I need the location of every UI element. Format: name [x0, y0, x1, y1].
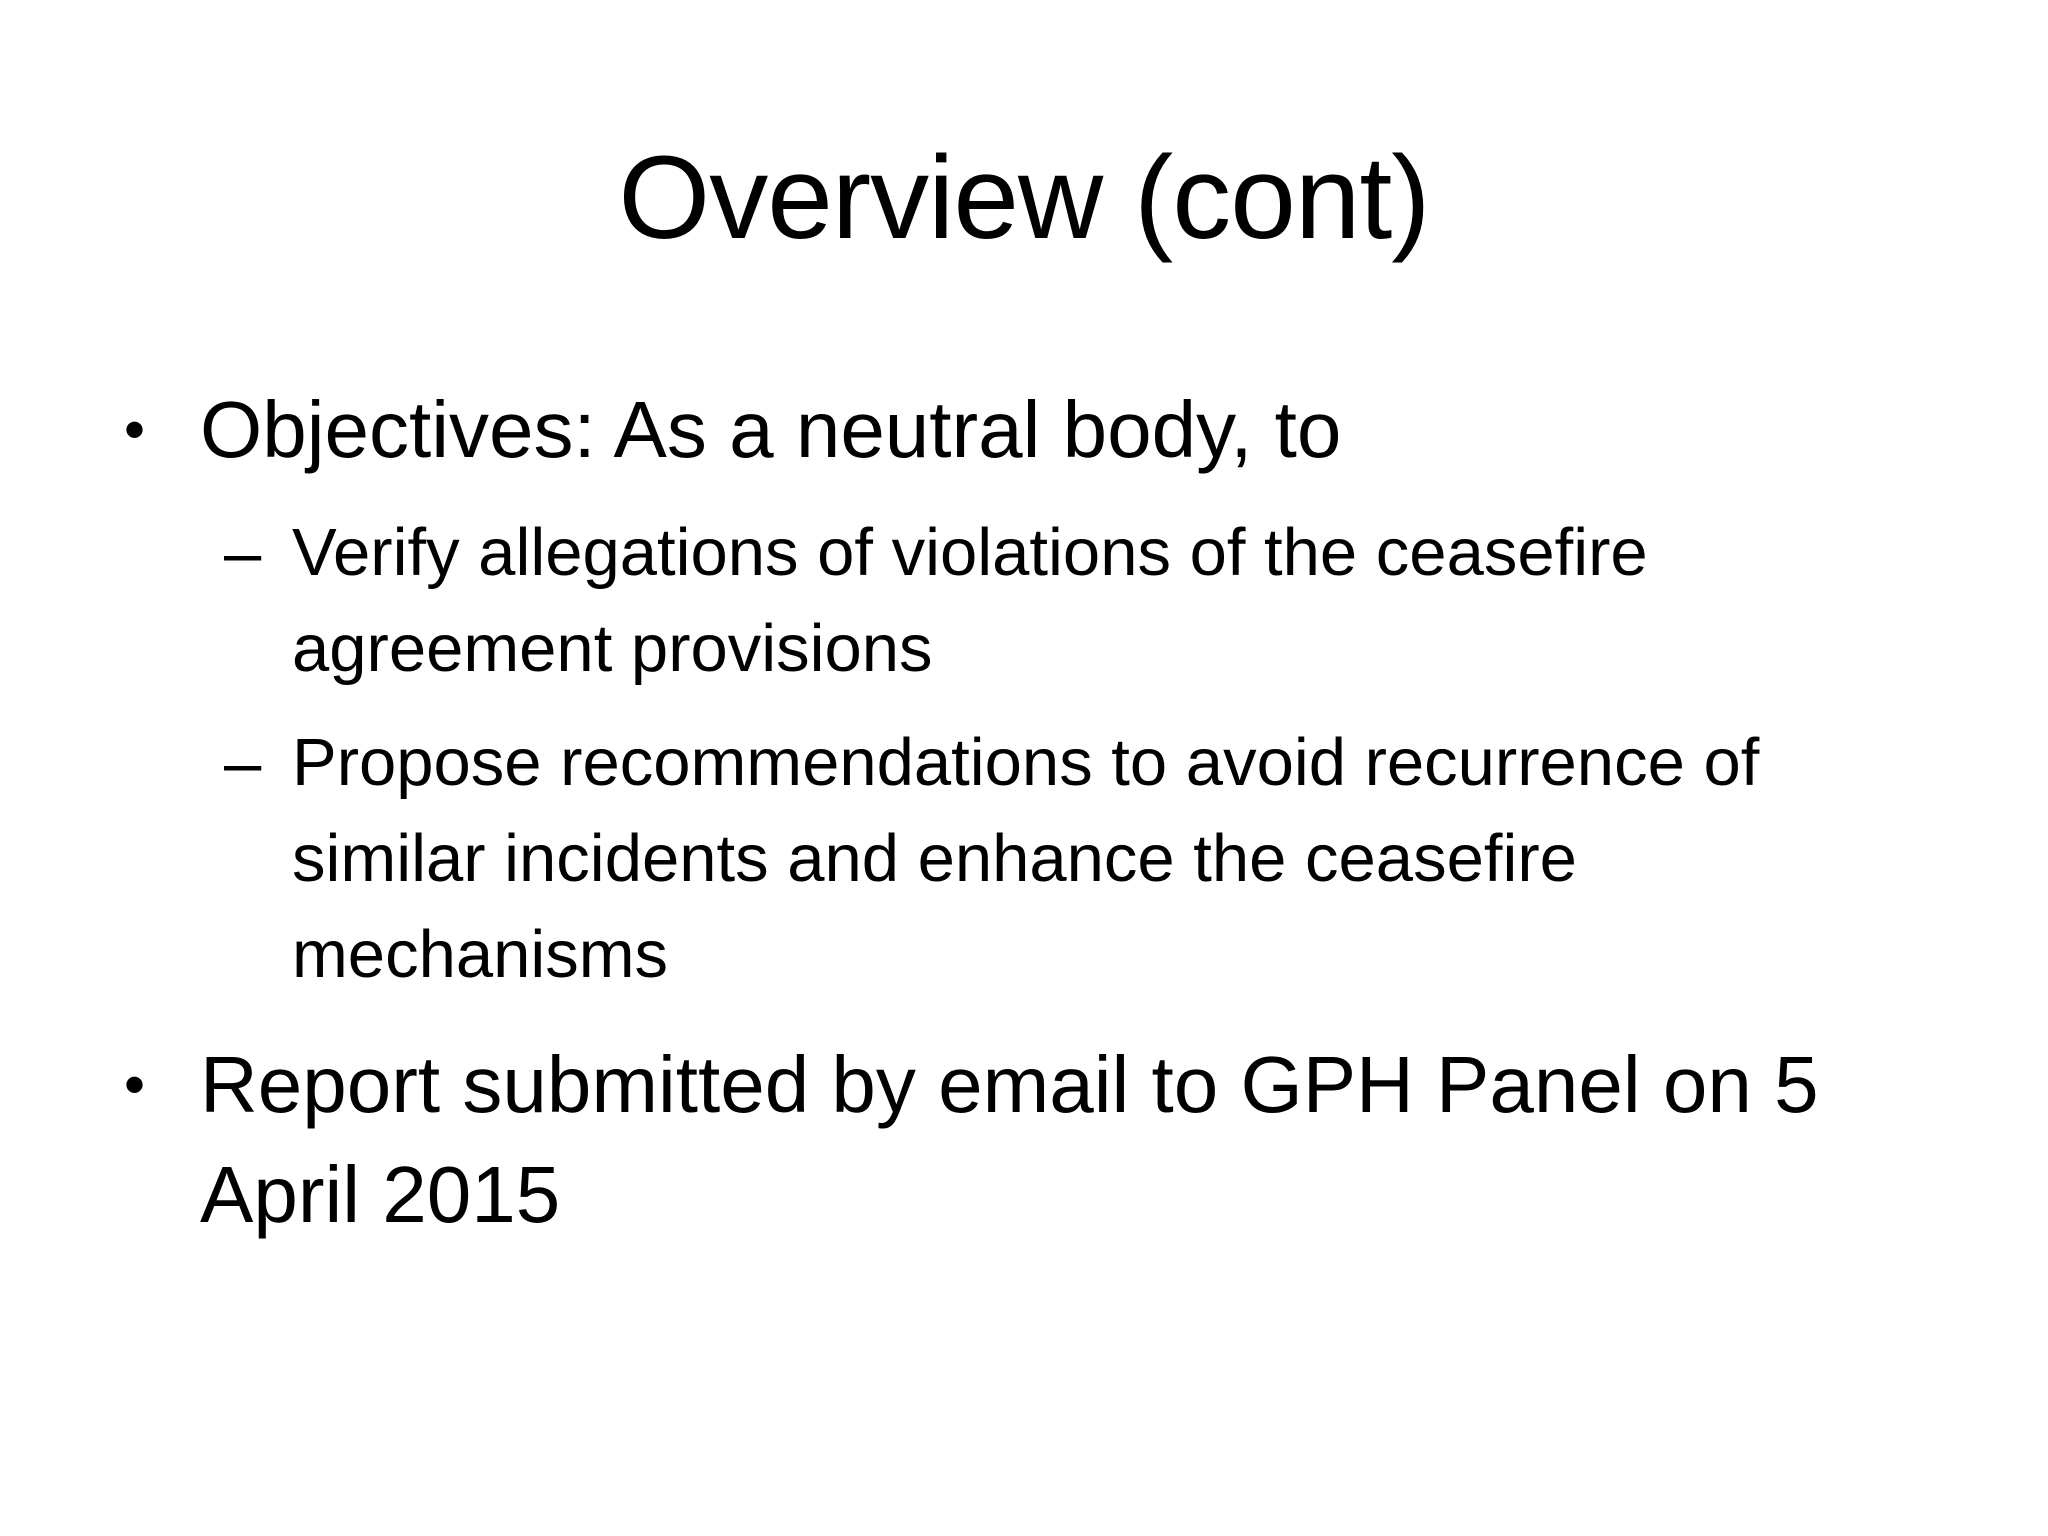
bullet-text: Objectives: As a neutral body, to	[200, 385, 1342, 474]
bullet-text: Report submitted by email to GPH Panel on 5 April 2015	[200, 1040, 1819, 1239]
bullet-report	[124, 1030, 1940, 1250]
sub-bullet-text: Propose recommendations to avoid recurrence of similar incidents and enhance the ceasefire mechanisms	[292, 725, 1760, 992]
sub-bullet-propose	[224, 715, 1952, 1003]
sub-bullet-verify	[224, 505, 1952, 697]
bullet-marker: •	[124, 1051, 146, 1118]
bullet-objectives	[124, 375, 1940, 485]
bullet-marker: •	[124, 396, 146, 463]
slide-title: Overview (cont)	[618, 132, 1430, 264]
sub-bullet-text: Verify allegations of violations of the ceasefire agreement provisions	[292, 515, 1648, 686]
sub-bullet-marker: –	[224, 725, 262, 800]
sub-bullet-marker: –	[224, 515, 262, 590]
